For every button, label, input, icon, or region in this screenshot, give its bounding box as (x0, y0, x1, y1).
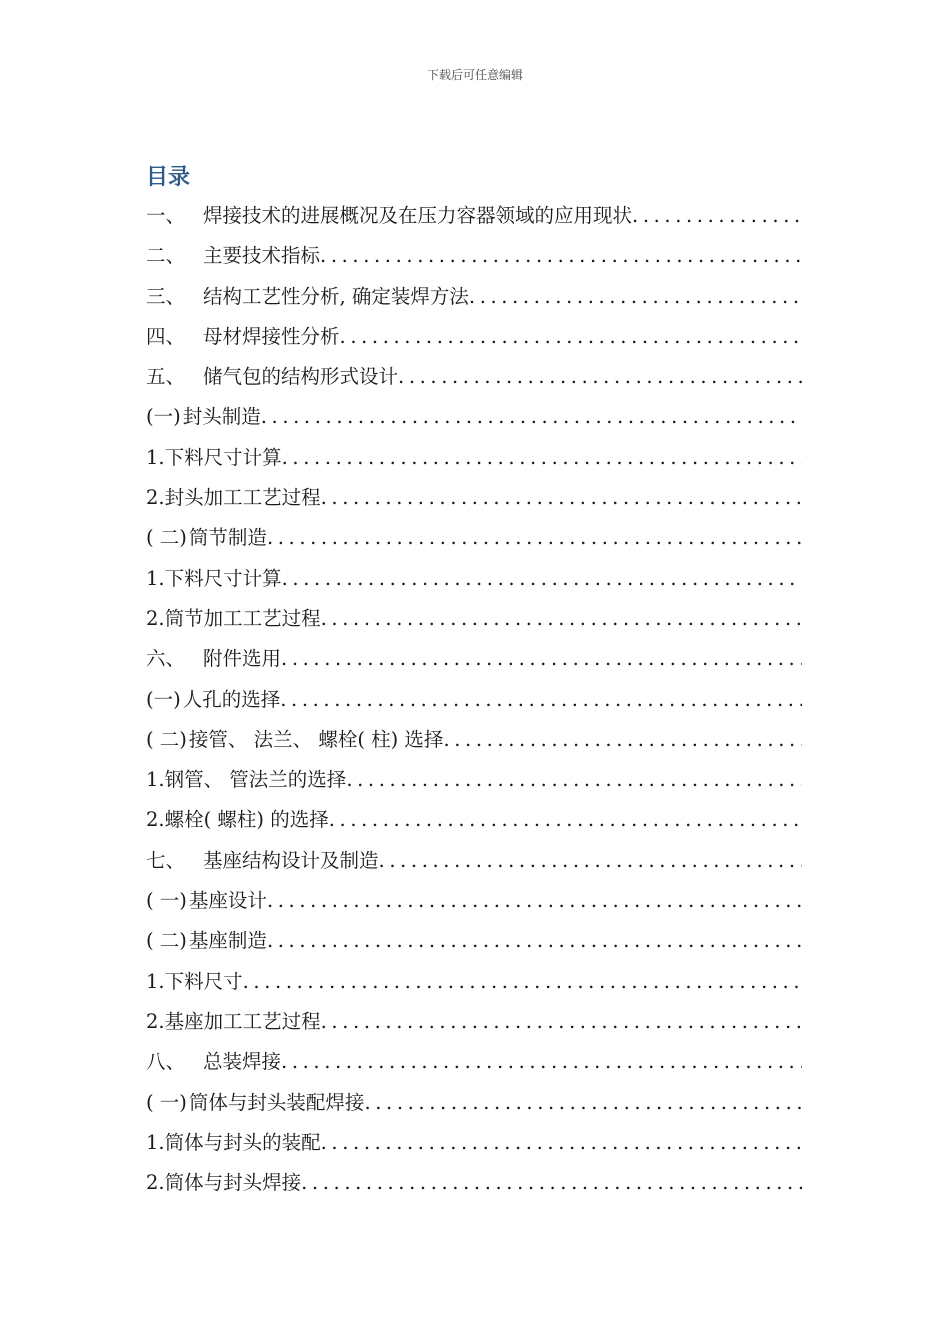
toc-entry-21[interactable] (146, 1002, 802, 1042)
toc-entry-10[interactable] (146, 559, 802, 599)
toc-dot-leader (267, 518, 802, 558)
toc-entry-number: ( 二) (146, 727, 187, 751)
toc-entry-number: 2. (146, 1171, 165, 1195)
toc-entry-text: 储气包的结构形式设计 (203, 365, 399, 389)
toc-entry-text: 基座加工工艺过程 (164, 1009, 321, 1033)
toc-dot-leader (267, 921, 802, 961)
toc-entry-number: 2. (146, 606, 165, 630)
toc-entry-text: 筒体与封头装配焊接 (188, 1090, 365, 1114)
toc-entry-16[interactable] (146, 800, 802, 840)
toc-dot-leader (243, 962, 802, 1002)
toc-entry-text: 基座制造 (188, 929, 267, 953)
toc-entry-number: (一) (146, 687, 181, 711)
toc-entry-number: 一、 (146, 204, 186, 227)
toc-dot-leader (632, 196, 802, 236)
toc-entry-number: 2. (146, 486, 165, 510)
toc-entry-number: 二、 (146, 244, 186, 268)
page-header-caption: 下载后可任意编辑 (426, 68, 523, 82)
toc-entry-text: 螺栓( 螺柱) 的选择 (164, 808, 329, 832)
toc-entry-text: 下料尺寸计算 (164, 445, 282, 469)
toc-entry-text: 筒节制造 (188, 526, 267, 550)
toc-dot-leader (261, 397, 802, 437)
toc-dot-leader (282, 559, 802, 599)
toc-dot-leader (329, 800, 802, 840)
toc-dot-leader (301, 1163, 802, 1203)
toc-entry-text: 焊接技术的进展概况及在压力容器领域的应用现状 (203, 204, 633, 227)
toc-entry-text: 基座设计 (188, 889, 267, 913)
toc-entry-22[interactable] (146, 1042, 802, 1082)
toc-entry-number: 七、 (146, 848, 186, 872)
toc-entry-text: 筒体与封头焊接 (164, 1171, 302, 1195)
table-of-contents (146, 196, 802, 1203)
toc-dot-leader (443, 720, 802, 760)
toc-entry-text: 封头制造 (182, 405, 261, 429)
toc-entry-25[interactable] (146, 1163, 802, 1203)
toc-entry-6[interactable] (146, 397, 802, 437)
toc-entry-4[interactable] (146, 317, 802, 357)
toc-entry-number: 三、 (146, 284, 186, 308)
toc-dot-leader (469, 277, 802, 317)
toc-dot-leader (280, 680, 802, 720)
toc-entry-11[interactable] (146, 599, 802, 639)
toc-entry-text: 结构工艺性分析, 确定装焊方法 (203, 284, 469, 308)
toc-dot-leader (364, 1083, 802, 1123)
toc-entry-23[interactable] (146, 1083, 802, 1123)
toc-entry-8[interactable] (146, 478, 802, 518)
toc-entry-number: ( 一) (146, 1090, 187, 1114)
toc-entry-text: 筒体与封头的装配 (164, 1130, 321, 1154)
toc-entry-text: 钢管、 管法兰的选择 (164, 768, 347, 792)
toc-entry-text: 主要技术指标 (203, 244, 321, 268)
toc-entry-1[interactable] (146, 196, 802, 236)
toc-entry-text: 下料尺寸 (164, 969, 243, 993)
toc-entry-number: 八、 (146, 1050, 186, 1074)
toc-entry-number: 1. (146, 1130, 165, 1154)
toc-entry-9[interactable] (146, 518, 802, 558)
toc-entry-3[interactable] (146, 277, 802, 317)
toc-dot-leader (321, 1002, 802, 1042)
toc-entry-number: (一) (146, 405, 181, 429)
toc-entry-text: 下料尺寸计算 (164, 566, 282, 590)
toc-entry-text: 接管、 法兰、 螺栓( 柱) 选择 (188, 727, 444, 751)
toc-entry-5[interactable] (146, 357, 802, 397)
toc-entry-15[interactable] (146, 760, 802, 800)
toc-entry-24[interactable] (146, 1123, 802, 1163)
toc-dot-leader (282, 438, 802, 478)
toc-entry-text: 筒节加工工艺过程 (164, 606, 321, 630)
toc-entry-text: 总装焊接 (203, 1050, 282, 1074)
toc-entry-number: 六、 (146, 647, 186, 671)
toc-entry-number: 1. (146, 768, 165, 792)
toc-entry-number: 2. (146, 1009, 165, 1033)
toc-entry-20[interactable] (146, 962, 802, 1002)
toc-dot-leader (320, 236, 802, 276)
toc-entry-number: 四、 (146, 324, 186, 348)
toc-entry-text: 基座结构设计及制造 (203, 848, 379, 872)
toc-entry-text: 封头加工工艺过程 (164, 486, 321, 510)
toc-entry-17[interactable] (146, 841, 802, 881)
toc-dot-leader (398, 357, 802, 397)
toc-entry-18[interactable] (146, 881, 802, 921)
toc-entry-12[interactable] (146, 639, 802, 679)
toc-entry-number: ( 二) (146, 929, 187, 953)
toc-dot-leader (340, 317, 802, 357)
toc-entry-number: 1. (146, 445, 165, 469)
toc-entry-19[interactable] (146, 921, 802, 961)
toc-entry-number: 1. (146, 566, 165, 590)
toc-entry-number: 2. (146, 808, 165, 832)
toc-entry-text: 人孔的选择 (182, 687, 281, 711)
toc-entry-2[interactable] (146, 236, 802, 276)
toc-dot-leader (346, 760, 802, 800)
toc-dot-leader (281, 1042, 802, 1082)
toc-entry-number: ( 二) (146, 526, 187, 550)
toc-entry-13[interactable] (146, 680, 802, 720)
toc-dot-leader (321, 1123, 802, 1163)
toc-entry-number: ( 一) (146, 889, 187, 913)
toc-entry-14[interactable] (146, 720, 802, 760)
toc-entry-number: 1. (146, 969, 165, 993)
toc-dot-leader (321, 478, 802, 518)
toc-title: 目录 (146, 165, 191, 190)
toc-dot-leader (321, 599, 802, 639)
toc-entry-number: 五、 (146, 365, 186, 389)
toc-entry-7[interactable] (146, 438, 802, 478)
toc-entry-text: 母材焊接性分析 (203, 324, 340, 348)
toc-dot-leader (267, 881, 802, 921)
toc-dot-leader (379, 841, 802, 881)
toc-dot-leader (281, 639, 802, 679)
toc-entry-text: 附件选用 (203, 647, 282, 671)
